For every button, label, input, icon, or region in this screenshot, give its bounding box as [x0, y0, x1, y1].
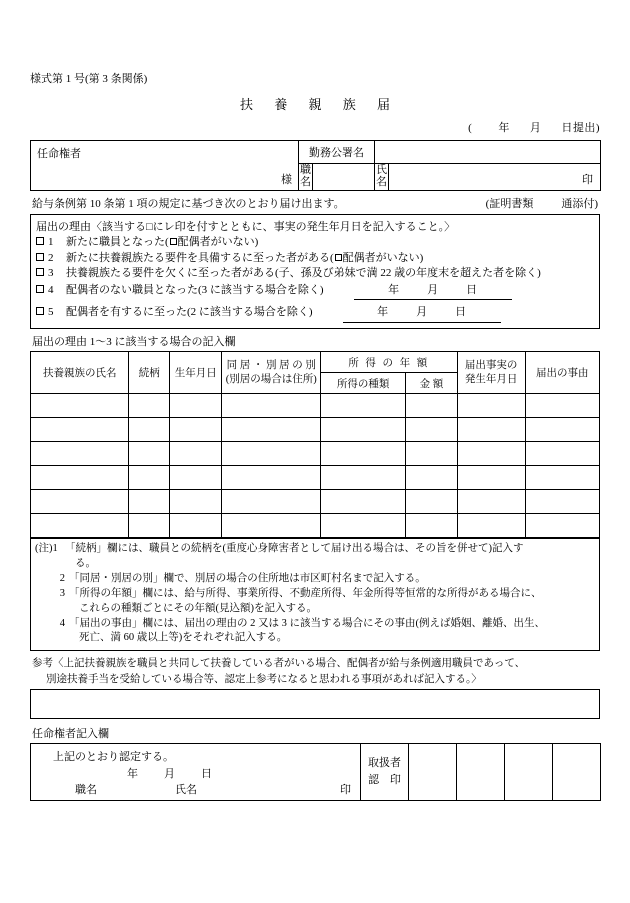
reason-item-4-number: 4 — [48, 283, 54, 296]
notes-label: (注) — [35, 543, 53, 555]
checkbox-icon-reason-5[interactable] — [36, 307, 44, 315]
col-header-event-date-line1: 届出事実の — [464, 360, 518, 372]
note-item-1-marker — [35, 542, 65, 572]
reason-item-2-number: 2 — [48, 251, 54, 264]
cell-event-date[interactable] — [457, 466, 525, 490]
cell-income-type[interactable] — [320, 514, 405, 538]
cell-relation[interactable] — [129, 514, 169, 538]
statute-text: 給与条例第 10 条第 1 項の規定に基づき次のとおり届け出ます。 — [32, 198, 345, 210]
certification-year-label: 年 — [127, 767, 138, 780]
cell-birthdate[interactable] — [169, 418, 222, 442]
reason-item-2-text: 新たに扶養親族たる要件を具備するに至った者がある( — [66, 251, 334, 264]
certification-month-label: 月 — [164, 767, 175, 780]
cell-reason[interactable] — [525, 466, 599, 490]
checkbox-icon-reason-2-spouse[interactable] — [335, 254, 342, 261]
name-label-char-2: 名 — [376, 176, 387, 188]
checkbox-icon-reason-1[interactable] — [36, 237, 44, 245]
reason-item-5-number: 5 — [48, 306, 54, 319]
office-name-label: 勤務公署名 — [299, 141, 375, 164]
reason-item-1-text: 新たに職員となった( — [66, 236, 169, 248]
cell-residence[interactable] — [222, 442, 320, 466]
reference-note — [32, 656, 600, 686]
note-item-4-number: 4 — [59, 617, 65, 629]
cell-income-type[interactable] — [320, 442, 405, 466]
note-item-4-body — [69, 617, 593, 647]
family-table-header-row-1 — [31, 352, 600, 373]
checkbox-icon-reason-4[interactable] — [36, 285, 44, 293]
col-header-income-amount: 金 額 — [406, 373, 457, 394]
col-header-residence-line1: 同 居 ・ 別 居 の 別 — [226, 360, 316, 372]
certification-name-label: 氏名 — [175, 783, 197, 796]
post-input[interactable] — [313, 164, 375, 191]
cell-income-amount[interactable] — [406, 514, 457, 538]
submission-date-line — [30, 119, 600, 135]
page-title: 扶 養 親 族 届 — [239, 97, 399, 112]
reason-item-4-year-label: 年 — [388, 283, 400, 296]
cell-name[interactable] — [31, 490, 129, 514]
cell-event-date[interactable] — [457, 490, 525, 514]
certificate-label: (証明書類 — [485, 198, 534, 210]
reason-item-5-day-label: 日 — [455, 306, 467, 319]
col-header-income-group: 所 得 の 年 額 — [320, 352, 457, 373]
col-header-event-date-line2: 発生年月日 — [464, 373, 518, 385]
submission-day-label: 日提出) — [561, 122, 600, 134]
name-label — [375, 164, 389, 191]
certificate-attachment — [486, 195, 598, 211]
cell-birthdate[interactable] — [169, 490, 222, 514]
table-row[interactable] — [31, 394, 600, 418]
cell-event-date[interactable] — [457, 514, 525, 538]
cell-income-amount[interactable] — [406, 418, 457, 442]
cell-name[interactable] — [31, 394, 129, 418]
cell-income-type[interactable] — [320, 490, 405, 514]
reason-item-1-number: 1 — [48, 236, 54, 248]
cell-name[interactable] — [31, 514, 129, 538]
note-item-1 — [35, 542, 593, 572]
name-input[interactable] — [389, 164, 601, 191]
note-item-1-body — [65, 542, 593, 572]
note-item-3 — [35, 587, 593, 617]
seal-mark: 印 — [582, 174, 593, 186]
reason-item-5-month-label: 月 — [416, 306, 428, 319]
handler-seal-label-line-2: 認 印 — [368, 773, 405, 786]
note-item-2 — [35, 572, 593, 587]
cell-event-date[interactable] — [457, 394, 525, 418]
post-label-char-2: 名 — [300, 176, 311, 188]
handler-seal-box-3[interactable] — [505, 743, 553, 800]
handler-seal-box-1[interactable] — [409, 743, 457, 800]
checkbox-icon-reason-2[interactable] — [36, 253, 44, 261]
note-item-2-number: 2 — [59, 572, 65, 584]
note-item-4-line-2: 死亡、満 60 歳以上等)をそれぞれ記入する。 — [79, 632, 288, 644]
reason-item-2-text-after: 配偶者がいない) — [342, 251, 424, 264]
reference-line-1: 参考〈上記扶養親族を職員と共同して扶養している者がいる場合、配偶者が給与条例適用職員であって、 — [32, 658, 526, 670]
reason-item-5-date-field[interactable] — [343, 305, 501, 323]
note-item-3-body — [69, 587, 593, 617]
submission-open-paren: ( — [468, 122, 473, 134]
certification-text: 上記のとおり認定する。 — [53, 750, 174, 763]
appointer-header-table — [30, 140, 601, 191]
reason-item-4-text: 配偶者のない職員となった(3 に該当する場合を除く) — [66, 283, 324, 296]
cell-relation[interactable] — [129, 418, 169, 442]
cell-relation[interactable] — [129, 490, 169, 514]
family-table — [30, 351, 600, 538]
reason-item-3-text: 扶養親族たる要件を欠くに至った者がある(子、孫及び弟妹で満 22 歳の年度末を超えた者を除く) — [66, 267, 541, 280]
col-header-relation: 続柄 — [129, 352, 169, 394]
certification-day-label: 日 — [201, 767, 212, 780]
note-item-1-number: 1 — [52, 543, 58, 555]
form-number: 様式第 1 号(第 3 条関係) — [30, 73, 148, 85]
certification-signature-labels — [75, 781, 197, 797]
note-item-3-number: 3 — [59, 587, 65, 599]
certification-cell[interactable] — [31, 743, 361, 800]
cell-event-date[interactable] — [457, 418, 525, 442]
form-sheet — [30, 70, 600, 801]
handler-seal-label — [361, 743, 409, 800]
table-row[interactable] — [31, 418, 600, 442]
note-item-4-line-1: 「届出の事由」欄には、届出の理由の 2 又は 3 に該当する場合にその事由(例えば婚姻、離婚、出生、 — [69, 617, 545, 629]
post-label — [299, 164, 313, 191]
cell-reason[interactable] — [525, 418, 599, 442]
name-label-char-1: 氏 — [376, 164, 387, 177]
note-item-3-line-1: 「所得の年額」欄には、給与所得、事業所得、不動産所得、年金所得等恒常的な所得がある場合に、 — [69, 587, 542, 599]
checkbox-icon-reason-3[interactable] — [36, 268, 44, 276]
note-item-1-line-1: 「続柄」欄には、職員との続柄を(重度心身障害者として届け出る場合は、その旨を併せて)記入す — [65, 543, 524, 555]
col-header-birthdate: 生年月日 — [169, 352, 222, 394]
post-label-char-1: 職 — [300, 164, 311, 177]
reason-item-3[interactable] — [36, 266, 594, 282]
handler-seal-box-4[interactable] — [553, 743, 601, 800]
handler-seal-label-line-1: 取扱者 — [368, 757, 401, 770]
cell-income-type[interactable] — [320, 418, 405, 442]
cell-relation[interactable] — [129, 466, 169, 490]
submission-year-label: 年 — [498, 122, 510, 134]
cell-name[interactable] — [31, 442, 129, 466]
cell-reason[interactable] — [525, 514, 599, 538]
cell-birthdate[interactable] — [169, 442, 222, 466]
certification-post-label: 職名 — [75, 783, 97, 796]
table-row[interactable] — [31, 466, 600, 490]
reason-item-5[interactable] — [36, 305, 594, 323]
reason-box — [30, 214, 600, 329]
reason-heading: 届出の理由〈該当する□にレ印を付すとともに、事実の発生年月日を記入すること。〉 — [36, 221, 456, 233]
cell-residence[interactable] — [222, 514, 320, 538]
note-item-2-line-1: 「同居・別居の別」欄で、別居の場合の住所地は市区町村名まで記入する。 — [69, 572, 426, 584]
cell-name[interactable] — [31, 418, 129, 442]
reason-item-1-text-after: 配偶者がいない) — [177, 236, 259, 248]
cell-residence[interactable] — [222, 418, 320, 442]
checkbox-icon-reason-1-spouse[interactable] — [170, 238, 177, 245]
cell-birthdate[interactable] — [169, 514, 222, 538]
reference-input[interactable] — [30, 689, 600, 719]
cell-reason[interactable] — [525, 490, 599, 514]
handler-seal-box-2[interactable] — [457, 743, 505, 800]
appointer-section-caption: 任命権者記入欄 — [32, 727, 109, 740]
reason-item-4-date-field[interactable] — [354, 283, 512, 301]
cell-reason[interactable] — [525, 394, 599, 418]
col-header-residence — [222, 352, 320, 394]
cell-birthdate[interactable] — [169, 466, 222, 490]
cell-residence[interactable] — [222, 394, 320, 418]
appointer-name-cell[interactable] — [31, 141, 299, 191]
certification-seal-mark: 印 — [340, 783, 351, 796]
reason-item-5-year-label: 年 — [377, 306, 389, 319]
cell-income-amount[interactable] — [406, 490, 457, 514]
table-row[interactable] — [31, 514, 600, 538]
cell-relation[interactable] — [129, 442, 169, 466]
col-header-event-date — [457, 352, 525, 394]
reason-item-4-month-label: 月 — [427, 283, 439, 296]
reference-line-2: 別途扶養手当を受給している場合等、認定上参考になると思われる事項があれば記入する。〉 — [46, 673, 482, 685]
appointer-header-row-1 — [31, 141, 601, 164]
notes-box — [30, 538, 600, 651]
appointer-certification-table — [30, 743, 601, 801]
reason-item-1[interactable] — [36, 235, 594, 251]
reason-item-4[interactable] — [36, 283, 594, 301]
certificate-count-unit: 通添付) — [561, 198, 598, 210]
col-header-income-type: 所得の種類 — [320, 373, 405, 394]
appointer-label: 任命権者 — [37, 148, 81, 160]
reason-item-3-number: 3 — [48, 267, 54, 280]
cell-reason[interactable] — [525, 442, 599, 466]
certification-date-field[interactable] — [127, 765, 212, 781]
table-row[interactable] — [31, 490, 600, 514]
cell-birthdate[interactable] — [169, 394, 222, 418]
cell-event-date[interactable] — [457, 442, 525, 466]
cell-income-amount[interactable] — [406, 466, 457, 490]
cell-relation[interactable] — [129, 394, 169, 418]
note-item-1-line-2: る。 — [75, 557, 96, 569]
note-item-4 — [35, 617, 593, 647]
submission-month-label: 月 — [529, 122, 542, 134]
family-table-caption: 届出の理由 1〜3 に該当する場合の記入欄 — [32, 336, 236, 349]
appointer-sama-suffix: 様 — [281, 174, 292, 186]
note-item-2-body — [69, 572, 593, 587]
cell-name[interactable] — [31, 466, 129, 490]
col-header-residence-line2: (別居の場合は住所) — [225, 373, 317, 385]
cell-income-amount[interactable] — [406, 394, 457, 418]
note-item-3-line-2: これらの種類ごとにその年額(見込額)を記入する。 — [79, 602, 317, 614]
cell-income-type[interactable] — [320, 466, 405, 490]
col-header-reason: 届出の事由 — [525, 352, 599, 394]
appointer-certification-row — [31, 743, 601, 800]
col-header-name: 扶養親族の氏名 — [31, 352, 129, 394]
table-row[interactable] — [31, 442, 600, 466]
reason-item-4-day-label: 日 — [466, 283, 478, 296]
reason-item-2[interactable] — [36, 251, 594, 267]
statute-line — [30, 195, 600, 211]
cell-income-amount[interactable] — [406, 442, 457, 466]
cell-income-type[interactable] — [320, 394, 405, 418]
cell-residence[interactable] — [222, 490, 320, 514]
office-name-input[interactable] — [375, 141, 601, 164]
reason-item-5-text: 配偶者を有するに至った(2 に該当する場合を除く) — [66, 306, 313, 319]
cell-residence[interactable] — [222, 466, 320, 490]
